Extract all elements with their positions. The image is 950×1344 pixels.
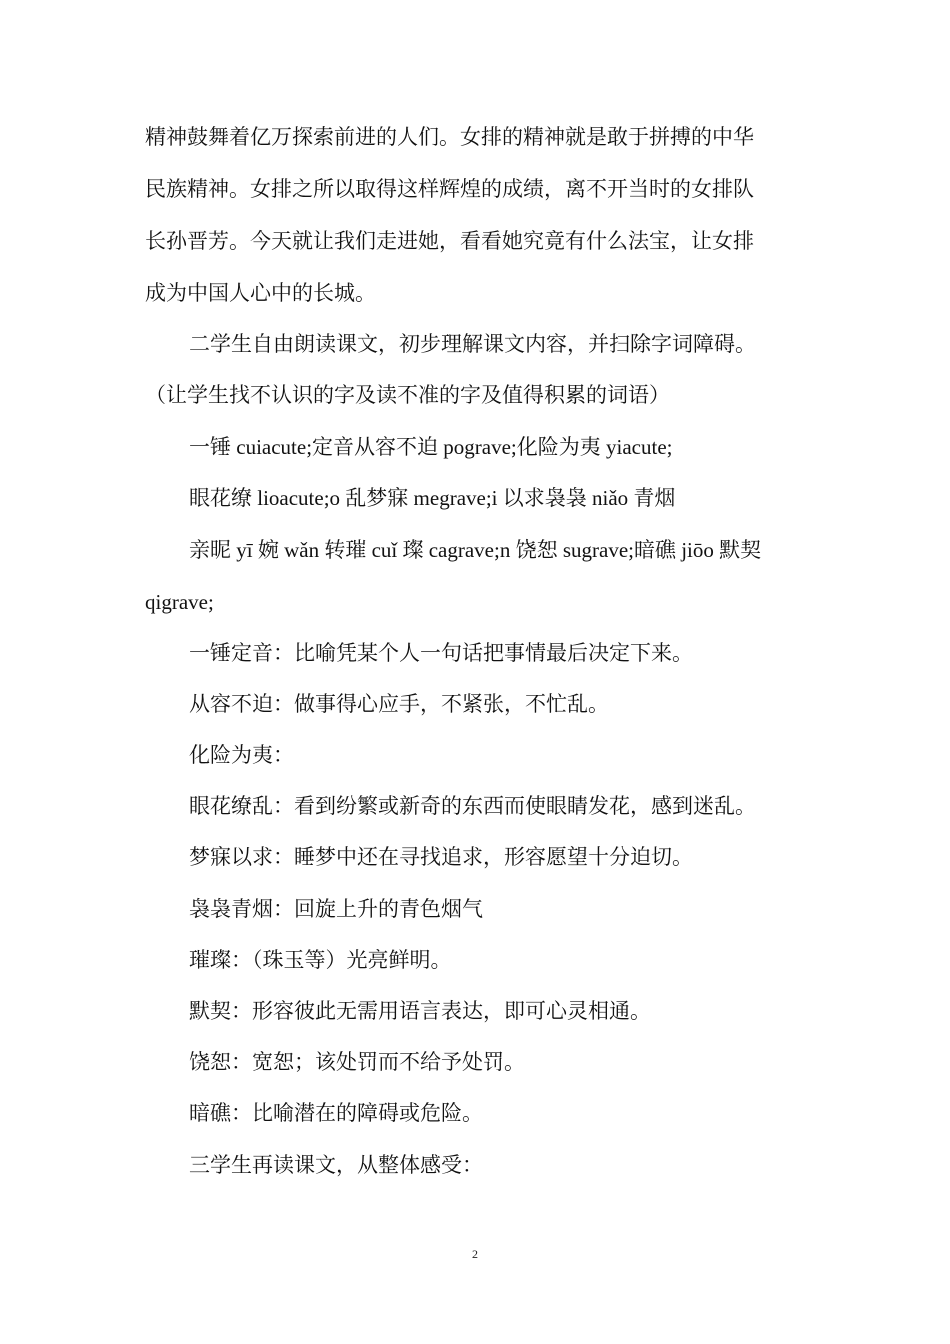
definition-10: 暗礁：比喻潜在的障碍或危险。 (189, 1101, 483, 1125)
paragraph-line-2: 民族精神。女排之所以取得这样辉煌的成绩，离不开当时的女排队 (145, 177, 754, 201)
definition-2: 从容不迫：做事得心应手，不紧张，不忙乱。 (189, 692, 609, 716)
definition-5: 梦寐以求：睡梦中还在寻找追求，形容愿望十分迫切。 (189, 845, 693, 869)
definition-1: 一锤定音：比喻凭某个人一句话把事情最后决定下来。 (189, 641, 693, 665)
pronunciation-line-4: qigrave; (145, 590, 214, 614)
definition-7: 璀璨：（珠玉等）光亮鲜明。 (189, 948, 452, 972)
pronunciation-line-3: 亲昵 yī 婉 wǎn 转璀 cuǐ 璨 cagrave;n 饶恕 sugrave;暗礁 jiōo 默契 (189, 538, 762, 562)
paragraph-line-3: 长孙晋芳。今天就让我们走进她，看看她究竟有什么法宝，让女排 (145, 229, 754, 253)
section-three-heading: 三学生再读课文，从整体感受： (189, 1153, 483, 1177)
pronunciation-line-2: 眼花缭 lioacute;o 乱梦寐 megrave;i 以求袅袅 niǎo 青烟 (189, 486, 676, 510)
paragraph-line-1: 精神鼓舞着亿万探索前进的人们。女排的精神就是敢于拼搏的中华 (145, 125, 754, 149)
page-number: 2 (472, 1247, 478, 1261)
section-two-heading: 二学生自由朗读课文，初步理解课文内容，并扫除字词障碍。 (189, 332, 756, 356)
pronunciation-line-1: 一锤 cuiacute;定音从容不迫 pograve;化险为夷 yiacute; (189, 435, 673, 459)
definition-6: 袅袅青烟：回旋上升的青色烟气 (189, 897, 483, 921)
paragraph-line-4: 成为中国人心中的长城。 (145, 281, 376, 305)
section-two-note: （让学生找不认识的字及读不准的字及值得积累的词语） (145, 383, 670, 407)
definition-8: 默契：形容彼此无需用语言表达，即可心灵相通。 (189, 999, 651, 1023)
definition-9: 饶恕：宽恕；该处罚而不给予处罚。 (189, 1050, 525, 1074)
definition-3: 化险为夷： (189, 743, 294, 767)
definition-4: 眼花缭乱：看到纷繁或新奇的东西而使眼睛发花，感到迷乱。 (189, 794, 756, 818)
